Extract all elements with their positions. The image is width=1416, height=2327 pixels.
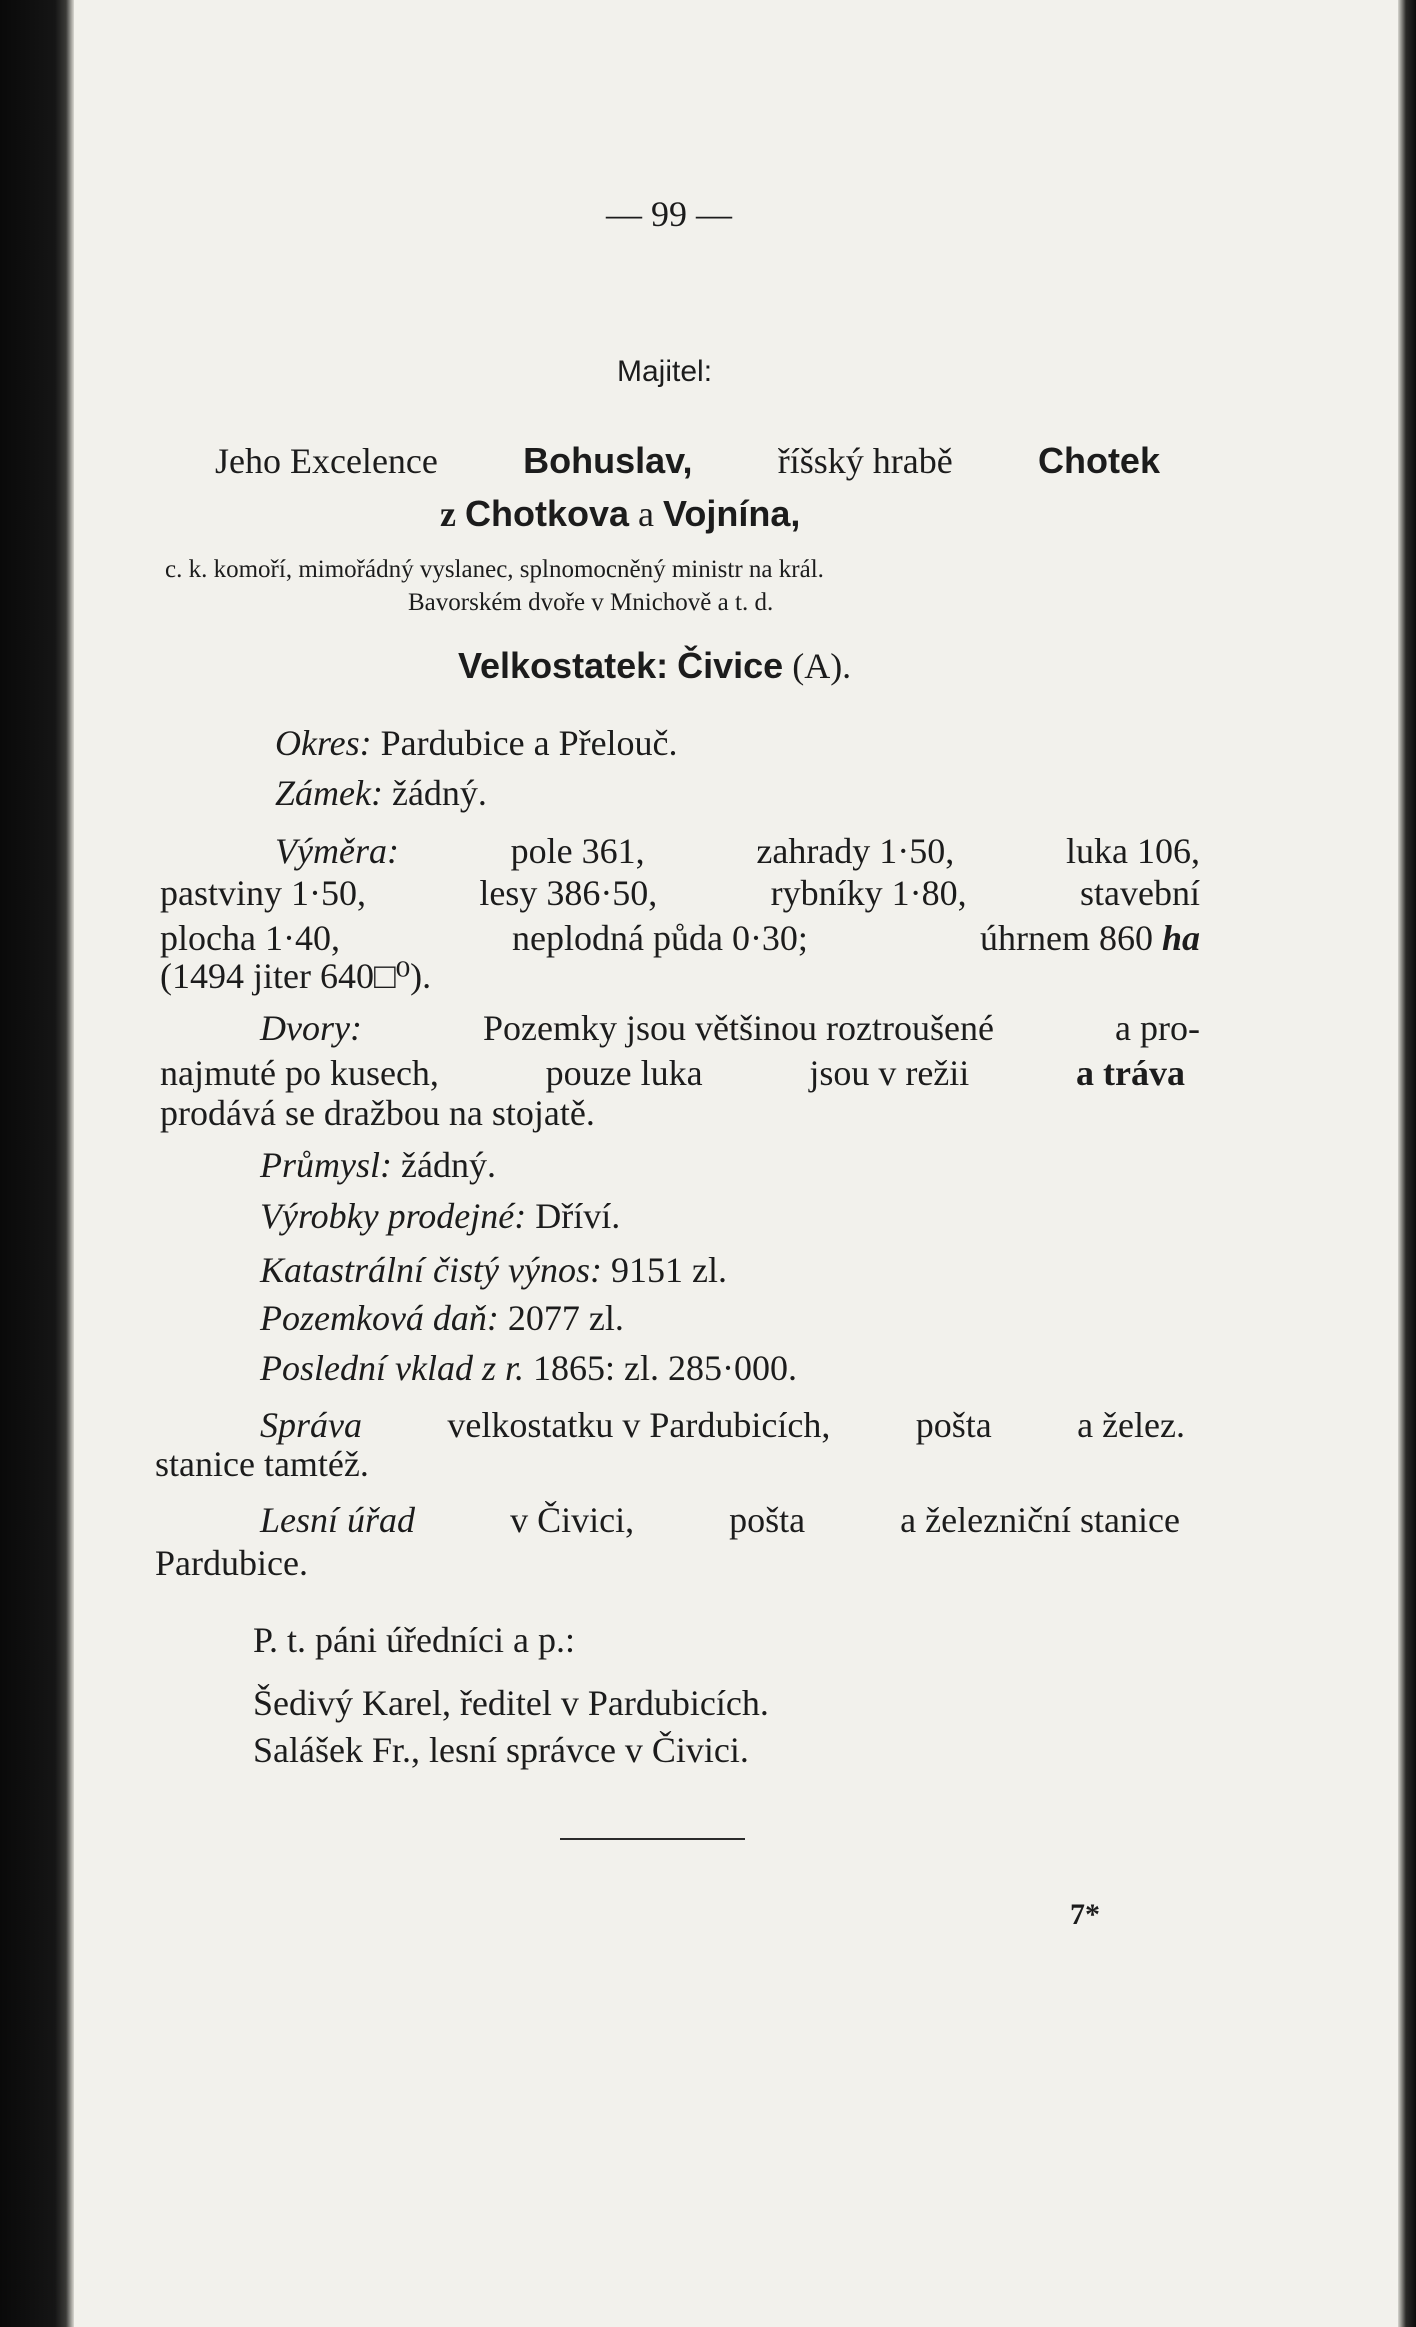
vymera-line-4: (1494 jiter 640□⁰).	[160, 956, 432, 996]
owner-line-2: z Chotkova a Vojnína,	[440, 493, 801, 534]
owner-heading: Majitel:	[617, 355, 713, 388]
signature-mark: 7*	[1070, 1898, 1100, 1931]
zamek-entry: Zámek: žádný.	[275, 773, 487, 813]
dan-entry: Pozemková daň: 2077 zl.	[260, 1298, 624, 1338]
lesni-line-2: Pardubice.	[155, 1543, 308, 1583]
owner-title-line-1: c. k. komoří, mimořádný vyslanec, splnomocněný ministr na král.	[165, 556, 824, 583]
owner-title-line-2: Bavorském dvoře v Mnichově a t. d.	[408, 589, 774, 616]
vyrobky-entry: Výrobky prodejné: Dříví.	[260, 1196, 621, 1236]
lesni-line-1: Lesní úřad v Čivici, pošta a železniční stanice	[260, 1500, 1180, 1540]
book-binding-edge-right	[1398, 0, 1416, 2327]
official-2: Salášek Fr., lesní správce v Čivici.	[253, 1730, 749, 1770]
dvory-line-2: najmuté po kusech, pouze luka jsou v režii a tráva	[160, 1053, 1185, 1093]
official-1: Šedivý Karel, ředitel v Pardubicích.	[253, 1683, 769, 1723]
page-number: — 99 —	[606, 194, 732, 234]
prumysl-entry: Průmysl: žádný.	[260, 1145, 496, 1185]
vklad-entry: Poslední vklad z r. 1865: zl. 285·000.	[260, 1348, 797, 1388]
vymera-line-3: plocha 1·40, neplodná půda 0·30; úhrnem 860 ha	[160, 918, 1200, 958]
dvory-line-3: prodává se dražbou na stojatě.	[160, 1093, 595, 1133]
vymera-line-2: pastviny 1·50, lesy 386·50, rybníky 1·80, stavební	[160, 873, 1200, 913]
vymera-line-1: Výměra: pole 361, zahrady 1·50, luka 106,	[275, 831, 1200, 871]
sprava-line-2: stanice tamtéž.	[155, 1444, 369, 1484]
officials-heading: P. t. páni úředníci a p.:	[253, 1620, 575, 1660]
okres-entry: Okres: Pardubice a Přelouč.	[275, 723, 678, 763]
closing-rule	[560, 1838, 745, 1840]
dvory-line-1: Dvory: Pozemky jsou většinou roztroušené a pro-	[260, 1008, 1200, 1048]
book-binding-edge-left	[0, 0, 74, 2327]
owner-line-1: Jeho Excelence Bohuslav, říšský hrabě Chotek	[215, 440, 1160, 481]
sprava-line-1: Správa velkostatku v Pardubicích, pošta a želez.	[260, 1405, 1185, 1445]
katastr-entry: Katastrální čistý výnos: 9151 zl.	[260, 1250, 727, 1290]
estate-heading: Velkostatek: Čivice (A).	[458, 645, 852, 686]
